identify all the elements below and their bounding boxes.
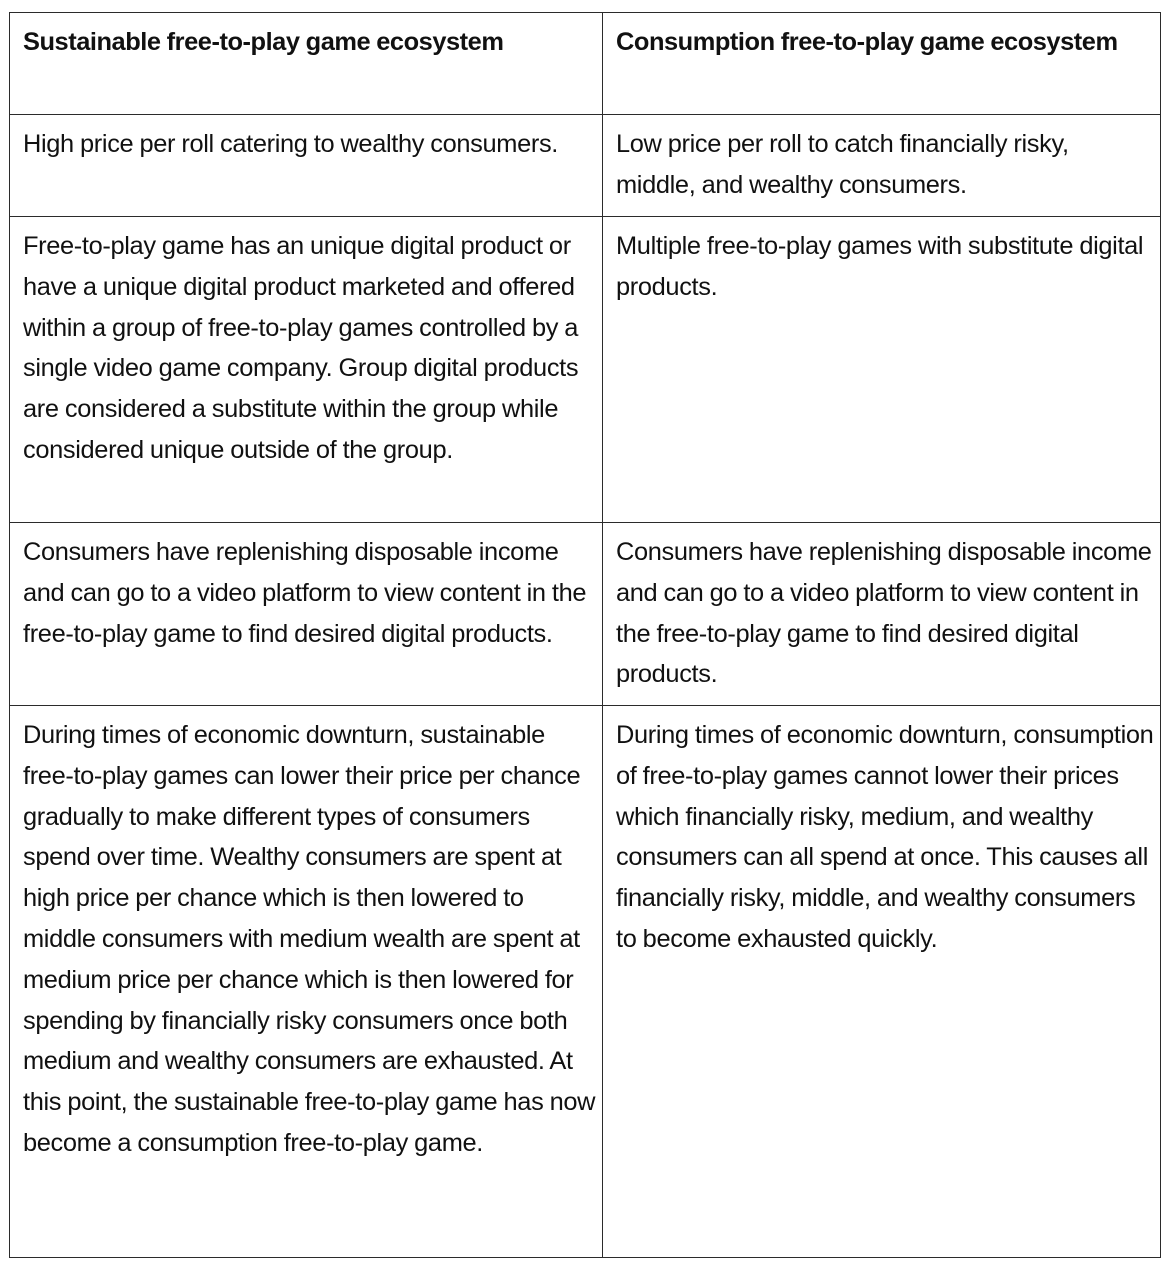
- cell-sustainable: Consumers have replenishing disposable income and can go to a video platform to view content in the free-to-play game to find desired digital products.: [10, 523, 603, 706]
- header-sustainable: Sustainable free-to-play game ecosystem: [10, 13, 603, 115]
- comparison-table: [9, 12, 1161, 1258]
- cell-sustainable: Free-to-play game has an unique digital product or have a unique digital product marketed and offered within a group of free-to-play games controlled by a single video game company. Group digital products are considered a substitute within the group while considered unique outside of the group.: [10, 217, 603, 523]
- header-consumption: Consumption free-to-play game ecosystem: [603, 13, 1161, 115]
- cell-consumption: Low price per roll to catch financially risky, middle, and wealthy consumers.: [603, 115, 1161, 217]
- table-row: [10, 217, 1161, 523]
- table-row: [10, 115, 1161, 217]
- table-row: [10, 523, 1161, 706]
- cell-consumption: Consumers have replenishing disposable income and can go to a video platform to view content in the free-to-play game to find desired digital products.: [603, 523, 1161, 706]
- cell-consumption: Multiple free-to-play games with substitute digital products.: [603, 217, 1161, 523]
- cell-consumption: During times of economic downturn, consumption of free-to-play games cannot lower their prices which financially risky, medium, and wealthy consumers can all spend at once. This causes all financially risky, middle, and wealthy consumers to become exhausted quickly.: [603, 706, 1161, 1258]
- cell-sustainable: During times of economic downturn, sustainable free-to-play games can lower their price per chance gradually to make different types of consumers spend over time. Wealthy consumers are spent at high price per chance which is then lowered to middle consumers with medium wealth are spent at medium price per chance which is then lowered for spending by financially risky consumers once both medium and wealthy consumers are exhausted. At this point, the sustainable free-to-play game has now become a consumption free-to-play game.: [10, 706, 603, 1258]
- table-row: [10, 706, 1161, 1258]
- cell-sustainable: High price per roll catering to wealthy consumers.: [10, 115, 603, 217]
- table-header-row: [10, 13, 1161, 115]
